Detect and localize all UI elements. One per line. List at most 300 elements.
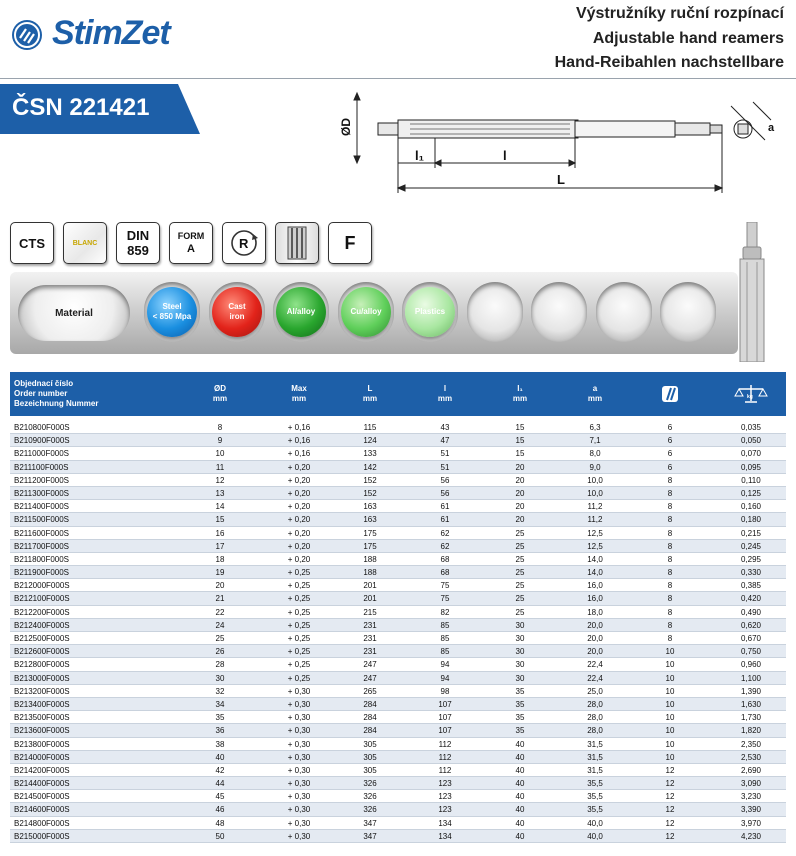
din-label: DIN (126, 228, 150, 243)
flutes-cell: 10 (665, 686, 675, 696)
table-row (10, 553, 786, 566)
diameter-cell: 46 (215, 805, 225, 815)
material-aluminium-ball: Al/alloy (276, 287, 326, 337)
flutes-cell: 12 (665, 779, 675, 789)
weight-cell: 0,180 (740, 515, 762, 525)
table-row (10, 487, 786, 500)
material-slot (531, 282, 587, 342)
order-number-cell: B211200F000S (14, 475, 70, 485)
flute-length-cell: 43 (440, 423, 450, 432)
l1-cell: 40 (515, 752, 525, 762)
l1-cell: 15 (515, 423, 525, 432)
order-number-cell: B211700F000S (14, 541, 70, 551)
l1-cell: 35 (515, 726, 525, 736)
flutes-cell: 10 (665, 699, 675, 709)
square-cell: 35,5 (587, 805, 603, 815)
din-badge (116, 222, 160, 264)
cts-badge: CTS (10, 222, 54, 264)
l1-cell: 30 (515, 634, 525, 643)
diameter-cell: 16 (215, 528, 225, 538)
weight-cell: 1,100 (740, 673, 762, 683)
flute-length-cell: 85 (440, 634, 450, 643)
weight-cell: 0,095 (740, 462, 762, 472)
flute-length-cell: 56 (440, 475, 450, 485)
flute-length-cell: 51 (440, 449, 450, 459)
total-length-cell: 163 (363, 502, 377, 512)
order-number-cell: B210800F000S (14, 423, 70, 432)
order-number-cell: B211500F000S (14, 515, 70, 525)
l1-cell: 35 (515, 686, 525, 696)
flutes-cell: 8 (667, 620, 673, 630)
square-cell: 35,5 (587, 792, 603, 802)
flute-length-cell: 82 (440, 607, 450, 617)
flute-length-unit: mm (437, 394, 453, 403)
material-slot (660, 282, 716, 342)
weight-cell: 2,690 (740, 765, 762, 775)
flutes-cell: 8 (667, 581, 673, 591)
square-cell: 25,0 (587, 686, 603, 696)
total-length-cell: 231 (363, 620, 377, 630)
kg-label: kg (747, 394, 753, 400)
flute-length-cell: 94 (440, 660, 450, 670)
table-row (10, 738, 786, 751)
weight-cell: 0,750 (740, 647, 762, 657)
material-label: Material (55, 307, 93, 319)
l1-cell: 40 (515, 831, 525, 841)
steel-label: Steel (162, 302, 182, 311)
dim-l-label: l (503, 148, 507, 163)
weight-cell: 0,125 (740, 488, 762, 498)
l1-cell: 25 (515, 528, 525, 538)
flutes-cell: 8 (667, 475, 673, 485)
order-number-cell: B212400F000S (14, 620, 70, 630)
column-flute-length (425, 372, 465, 416)
flutes-cell: 10 (665, 713, 675, 723)
square-cell: 20,0 (587, 620, 603, 630)
total-length-cell: 305 (363, 739, 377, 749)
max-cell: + 0,25 (287, 620, 311, 630)
weight-cell: 2,350 (740, 739, 762, 749)
l1-cell: 20 (515, 502, 525, 512)
total-length-cell: 265 (363, 686, 377, 696)
table-row (10, 632, 786, 645)
rotation-label: R (239, 236, 249, 251)
form-badge (169, 222, 213, 264)
total-length-cell: 231 (363, 647, 377, 657)
square-cell: 16,0 (587, 581, 603, 591)
max-cell: + 0,20 (287, 528, 311, 538)
max-cell: + 0,25 (287, 594, 311, 604)
square-cell: 11,2 (587, 515, 603, 525)
logo-swirl-icon (12, 20, 42, 50)
l1-cell: 30 (515, 660, 525, 670)
weight-cell: 3,390 (740, 805, 762, 815)
weight-cell: 2,530 (740, 752, 762, 762)
diameter-cell: 26 (215, 647, 225, 657)
max-cell: + 0,20 (287, 475, 311, 485)
max-cell: + 0,25 (287, 660, 311, 670)
weight-cell: 0,035 (740, 423, 762, 432)
weight-cell: 0,245 (740, 541, 762, 551)
table-row (10, 672, 786, 685)
max-header: Max (291, 384, 307, 393)
l1-cell: 15 (515, 436, 525, 446)
straight-flutes-badge (275, 222, 319, 264)
max-cell: + 0,20 (287, 515, 311, 525)
total-length-cell: 163 (363, 515, 377, 525)
square-cell: 12,5 (587, 541, 603, 551)
max-cell: + 0,30 (287, 699, 311, 709)
diameter-cell: 11 (215, 462, 225, 472)
l1-cell: 25 (515, 568, 525, 578)
order-number-cell: B211600F000S (14, 528, 70, 538)
column-l1 (500, 372, 540, 416)
flutes-cell: 10 (665, 726, 675, 736)
l1-cell: 30 (515, 647, 525, 657)
column-max (274, 372, 324, 416)
material-slot (596, 282, 652, 342)
column-square (575, 372, 615, 416)
material-slot (467, 282, 523, 342)
diameter-cell: 9 (217, 436, 223, 446)
dim-L-label: L (557, 172, 565, 187)
max-cell: + 0,16 (287, 449, 311, 459)
l1-cell: 40 (515, 739, 525, 749)
max-cell: + 0,16 (287, 436, 311, 446)
l1-cell: 20 (515, 515, 525, 525)
flutes-cell: 8 (667, 634, 673, 643)
flutes-cell: 8 (667, 594, 673, 604)
diameter-cell: 30 (215, 673, 225, 683)
table-row (10, 711, 786, 724)
max-cell: + 0,20 (287, 541, 311, 551)
diameter-cell: 34 (215, 699, 225, 709)
flute-length-cell: 68 (440, 568, 450, 578)
total-length-cell: 326 (363, 779, 377, 789)
total-length-cell: 247 (363, 673, 377, 683)
flute-length-cell: 123 (438, 805, 452, 815)
flute-length-cell: 85 (440, 647, 450, 657)
square-cell: 11,2 (587, 502, 603, 512)
weight-cell: 0,215 (740, 528, 762, 538)
total-length-cell: 133 (363, 449, 377, 459)
max-cell: + 0,25 (287, 568, 311, 578)
material-plastics-ball: Plastics (405, 287, 455, 337)
max-cell: + 0,30 (287, 792, 311, 802)
flute-length-cell: 134 (438, 831, 452, 841)
diameter-cell: 32 (215, 686, 225, 696)
flute-length-cell: 47 (440, 436, 450, 446)
square-unit: mm (587, 394, 603, 403)
square-cell: 10,0 (587, 475, 603, 485)
table-row (10, 751, 786, 764)
max-cell: + 0,20 (287, 554, 311, 564)
table-row (10, 803, 786, 816)
product-table (10, 421, 786, 843)
table-row (10, 830, 786, 843)
flute-length-cell: 94 (440, 673, 450, 683)
flutes-cell: 8 (667, 568, 673, 578)
order-number-cell: B215000F000S (14, 831, 70, 841)
max-cell: + 0,30 (287, 713, 311, 723)
diameter-cell: 12 (215, 475, 225, 485)
order-number-cell: B213000F000S (14, 673, 70, 683)
total-length-cell: 305 (363, 752, 377, 762)
rotation-icon (227, 226, 261, 260)
title-german: Hand-Reibahlen nachstellbare (554, 54, 784, 71)
table-row (10, 698, 786, 711)
total-length-header: L (367, 384, 373, 393)
square-cell: 14,0 (587, 554, 603, 564)
square-cell: 6,3 (589, 423, 601, 432)
max-cell: + 0,20 (287, 502, 311, 512)
flute-length-cell: 56 (440, 488, 450, 498)
weight-cell: 3,970 (740, 818, 762, 828)
l1-cell: 15 (515, 449, 525, 459)
flute-length-cell: 107 (438, 713, 452, 723)
order-number-cell: B212800F000S (14, 660, 70, 670)
table-row (10, 790, 786, 803)
max-cell: + 0,30 (287, 818, 311, 828)
weight-cell: 0,385 (740, 581, 762, 591)
steel-strength: < 850 Mpa (152, 312, 192, 321)
diameter-cell: 40 (215, 752, 225, 762)
square-cell: 35,5 (587, 779, 603, 789)
diameter-cell: 42 (215, 765, 225, 775)
column-order-number (14, 372, 98, 416)
l1-cell: 25 (515, 607, 525, 617)
flutes-cell: 6 (667, 449, 673, 459)
flutes-cell: 12 (665, 792, 675, 802)
dim-a-label: a (768, 122, 775, 134)
table-row (10, 764, 786, 777)
table-row (10, 645, 786, 658)
weight-cell: 3,230 (740, 792, 762, 802)
column-weight (726, 372, 776, 416)
iron-label: iron (229, 312, 245, 321)
max-cell: + 0,30 (287, 831, 311, 841)
brand-name: StimZet (52, 14, 170, 52)
diameter-cell: 25 (215, 634, 225, 643)
flute-length-cell: 123 (438, 792, 452, 802)
flute-length-cell: 112 (438, 752, 452, 762)
square-cell: 16,0 (587, 594, 603, 604)
l1-cell: 40 (515, 805, 525, 815)
total-length-cell: 326 (363, 805, 377, 815)
din-number: 859 (127, 243, 149, 258)
diameter-cell: 20 (215, 581, 225, 591)
total-length-cell: 152 (363, 488, 377, 498)
flute-length-cell: 75 (440, 594, 450, 604)
weight-cell: 1,390 (740, 686, 762, 696)
l1-cell: 40 (515, 779, 525, 789)
total-length-cell: 215 (363, 607, 377, 617)
diameter-cell: 8 (217, 423, 223, 432)
title-czech: Výstružníky ruční rozpínací (575, 5, 784, 22)
weight-cell: 0,070 (740, 449, 762, 459)
max-cell: + 0,30 (287, 805, 311, 815)
weight-cell: 3,090 (740, 779, 762, 789)
flute-length-cell: 51 (440, 462, 450, 472)
flute-length-cell: 62 (440, 528, 450, 538)
order-number-cell: B214200F000S (14, 765, 70, 775)
square-cell: 8,0 (589, 449, 601, 459)
square-cell: 10,0 (587, 488, 603, 498)
weight-cell: 0,670 (740, 634, 762, 643)
diameter-cell: 28 (215, 660, 225, 670)
flutes-cell: 8 (667, 554, 673, 564)
l1-cell: 30 (515, 673, 525, 683)
table-row (10, 619, 786, 632)
diameter-unit: mm (212, 394, 228, 403)
flute-length-cell: 123 (438, 779, 452, 789)
l1-cell: 35 (515, 699, 525, 709)
total-length-cell: 124 (363, 436, 377, 446)
l1-cell: 25 (515, 581, 525, 591)
straight-flutes-icon (282, 225, 312, 261)
weight-cell: 0,050 (740, 436, 762, 446)
square-cell: 20,0 (587, 647, 603, 657)
order-header-cz: Objednací číslo (14, 379, 74, 388)
table-row (10, 500, 786, 513)
material-label-well (18, 285, 130, 341)
square-cell: 28,0 (587, 713, 603, 723)
square-header: a (592, 384, 598, 393)
l1-cell: 20 (515, 475, 525, 485)
square-cell: 20,0 (587, 634, 603, 643)
max-cell: + 0,16 (287, 423, 311, 432)
column-total-length (350, 372, 390, 416)
l1-cell: 40 (515, 792, 525, 802)
order-number-cell: B214000F000S (14, 752, 70, 762)
right-hand-rotation-badge (222, 222, 266, 264)
square-cell: 31,5 (587, 752, 603, 762)
flutes-cell: 10 (665, 752, 675, 762)
reamer-shank-illustration (737, 222, 767, 362)
square-cell: 40,0 (587, 818, 603, 828)
order-number-cell: B213800F000S (14, 739, 70, 749)
title-english: Adjustable hand reamers (592, 30, 784, 47)
total-length-cell: 231 (363, 634, 377, 643)
l1-cell: 30 (515, 620, 525, 630)
weight-cell: 0,420 (740, 594, 762, 604)
flutes-cell: 12 (665, 818, 675, 828)
weight-cell: 0,110 (741, 475, 761, 485)
order-number-cell: B210900F000S (14, 436, 70, 446)
flute-length-cell: 107 (438, 726, 452, 736)
weight-cell: 4,230 (740, 831, 762, 841)
table-row (10, 579, 786, 592)
weight-cell: 0,295 (740, 554, 762, 564)
square-cell: 18,0 (587, 607, 603, 617)
total-length-cell: 284 (363, 713, 377, 723)
order-number-cell: B213400F000S (14, 699, 70, 709)
flutes-cell: 6 (667, 423, 673, 432)
weight-cell: 1,730 (740, 713, 762, 723)
column-diameter (200, 372, 240, 416)
flutes-cell: 8 (667, 607, 673, 617)
order-number-cell: B213200F000S (14, 686, 70, 696)
l1-cell: 25 (515, 554, 525, 564)
total-length-cell: 152 (363, 475, 377, 485)
logo-mark (12, 20, 42, 50)
table-row (10, 540, 786, 553)
flute-length-cell: 68 (440, 554, 450, 564)
max-cell: + 0,30 (287, 739, 311, 749)
flutes-cell: 6 (667, 462, 673, 472)
flutes-cell: 8 (667, 515, 673, 525)
square-cell: 12,5 (587, 528, 603, 538)
diameter-cell: 14 (215, 502, 225, 512)
flutes-cell: 10 (665, 739, 675, 749)
order-number-cell: B213600F000S (14, 726, 70, 736)
diameter-cell: 17 (215, 541, 225, 551)
flutes-cell: 12 (665, 831, 675, 841)
table-row (10, 566, 786, 579)
diameter-cell: 15 (215, 515, 225, 525)
diameter-cell: 13 (215, 488, 225, 498)
order-number-cell: B211900F000S (14, 568, 70, 578)
max-cell: + 0,30 (287, 752, 311, 762)
order-number-cell: B212600F000S (14, 647, 70, 657)
total-length-cell: 175 (363, 541, 377, 551)
max-cell: + 0,30 (287, 686, 311, 696)
table-row (10, 777, 786, 790)
order-number-cell: B211000F000S (14, 449, 70, 459)
diameter-cell: 21 (215, 594, 225, 604)
order-header-de: Bezeichnung Nummer (14, 399, 99, 408)
f-tolerance-badge: F (328, 222, 372, 264)
dim-l1-label: l₁ (415, 148, 424, 163)
total-length-cell: 247 (363, 660, 377, 670)
diameter-cell: 18 (215, 554, 225, 564)
diameter-cell: 36 (215, 726, 225, 736)
total-length-cell: 284 (363, 699, 377, 709)
max-cell: + 0,25 (287, 647, 311, 657)
weight-cell: 0,490 (740, 607, 762, 617)
flute-length-cell: 98 (440, 686, 450, 696)
column-flutes (650, 372, 690, 416)
flute-count-icon (661, 385, 679, 403)
max-cell: + 0,30 (287, 779, 311, 789)
order-number-cell: B214600F000S (14, 805, 70, 815)
order-number-cell: B211300F000S (14, 488, 70, 498)
square-cell: 22,4 (587, 673, 603, 683)
flutes-cell: 10 (665, 660, 675, 670)
total-length-cell: 305 (363, 765, 377, 775)
total-length-cell: 347 (363, 818, 377, 828)
diameter-cell: 10 (215, 449, 225, 459)
total-length-cell: 201 (363, 594, 377, 604)
table-row (10, 461, 786, 474)
square-cell: 9,0 (589, 462, 601, 472)
max-unit: mm (291, 394, 307, 403)
diameter-cell: 50 (215, 831, 225, 841)
table-row (10, 658, 786, 671)
max-cell: + 0,30 (287, 726, 311, 736)
square-cell: 14,0 (587, 568, 603, 578)
max-cell: + 0,20 (287, 488, 311, 498)
total-length-cell: 284 (363, 726, 377, 736)
flutes-cell: 8 (667, 502, 673, 512)
blanc-label: BLANC (72, 239, 98, 247)
square-cell: 28,0 (587, 726, 603, 736)
dim-d-label: ØD (339, 118, 353, 136)
weight-cell: 1,820 (740, 726, 762, 736)
table-row (10, 685, 786, 698)
order-number-cell: B212000F000S (14, 581, 70, 591)
diameter-header: ØD (214, 384, 226, 393)
